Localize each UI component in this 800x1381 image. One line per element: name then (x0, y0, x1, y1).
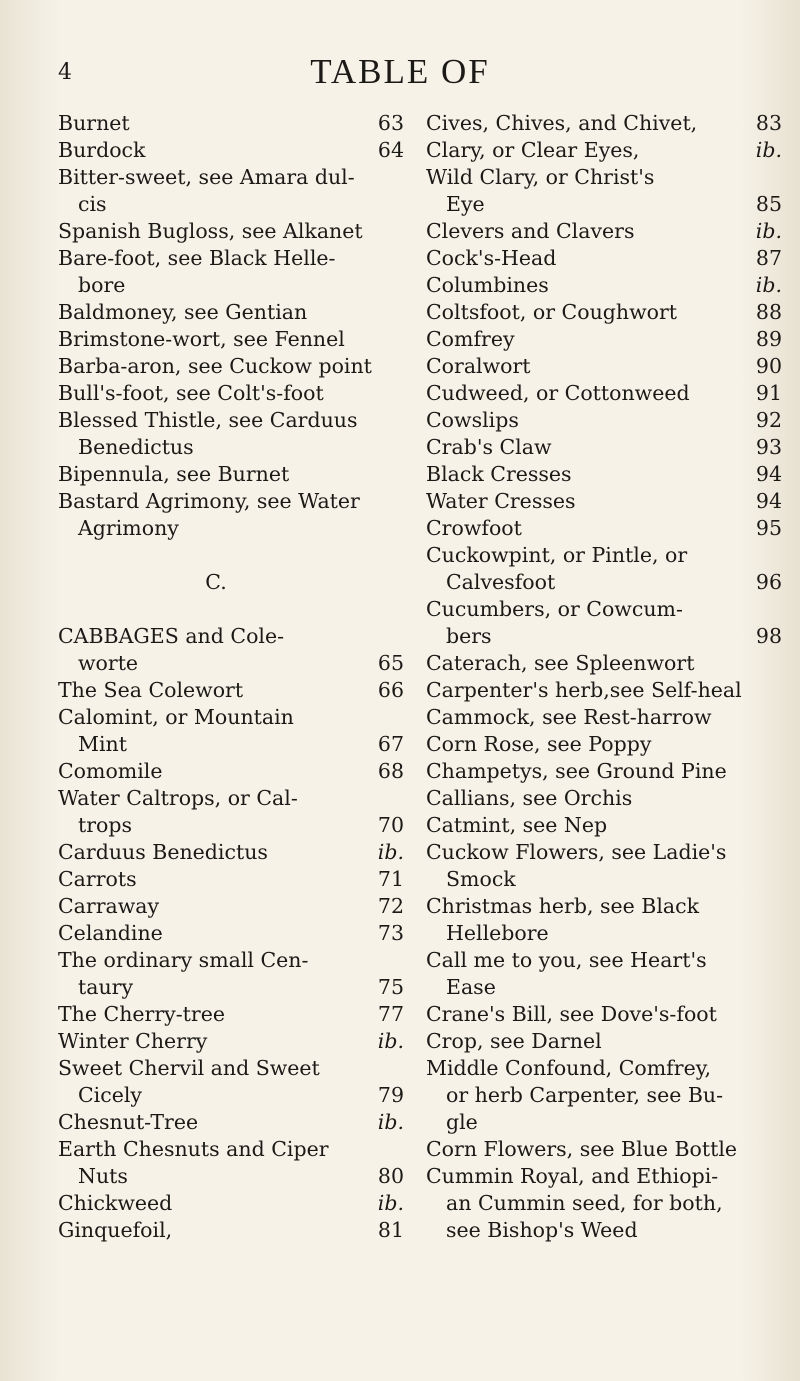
entry-text: Bare-foot, see Black Helle- (58, 246, 336, 270)
page-ref: ib. (377, 840, 404, 864)
index-entry (426, 353, 782, 380)
page-ref: ib. (377, 1110, 404, 1134)
index-entry (426, 1109, 782, 1136)
page-ref: ib. (377, 1029, 404, 1053)
entry-text: Cudweed, or Cottonweed (426, 381, 690, 405)
entry-text: Carpenter's herb,see Self-heal (426, 678, 742, 702)
index-entry (58, 191, 404, 218)
entry-text: cis (78, 192, 107, 216)
page-ref: 92 (755, 408, 782, 432)
page-ref: ib. (755, 138, 782, 162)
index-entry (426, 1136, 782, 1163)
index-entry (58, 110, 404, 137)
entry-text: Sweet Chervil and Sweet (58, 1056, 320, 1080)
entry-text: Crab's Claw (426, 435, 552, 459)
index-entry (58, 515, 404, 542)
index-entry (426, 839, 782, 866)
entry-text: Callians, see Orchis (426, 786, 633, 810)
entry-text: Black Cresses (426, 462, 572, 486)
entry-text: taury (78, 975, 134, 999)
index-entry (58, 1028, 404, 1055)
entry-text: Cock's-Head (426, 246, 557, 270)
entry-text: an Cummin seed, for both, (446, 1191, 723, 1215)
page-ref: 70 (377, 813, 404, 837)
index-entry (58, 1136, 404, 1163)
page-ref: 87 (755, 246, 782, 270)
entry-text: bers (446, 624, 492, 648)
page-ref: 64 (377, 138, 404, 162)
page-ref: 63 (377, 111, 404, 135)
index-entry (426, 650, 782, 677)
index-entry (58, 1217, 404, 1244)
entry-text: Wild Clary, or Christ's (426, 165, 655, 189)
page-ref: 72 (377, 894, 404, 918)
index-entry (426, 137, 782, 164)
page-ref: 67 (377, 732, 404, 756)
entry-text: The Sea Colewort (58, 678, 244, 702)
entry-text: bore (78, 273, 126, 297)
entry-text: Water Cresses (426, 489, 576, 513)
index-entry (58, 866, 404, 893)
index-entry (426, 866, 782, 893)
index-entry (58, 407, 404, 434)
index-entry (426, 164, 782, 191)
entry-text: Calvesfoot (446, 570, 556, 594)
entry-text: Champetys, see Ground Pine (426, 759, 727, 783)
index-entry (58, 893, 404, 920)
entry-text: Chickweed (58, 1191, 173, 1215)
index-entry (426, 272, 782, 299)
index-entry (58, 245, 404, 272)
index-entry (58, 1109, 404, 1136)
page-ref: 66 (377, 678, 404, 702)
entry-text: Clary, or Clear Eyes, (426, 138, 640, 162)
page-ref: 90 (755, 354, 782, 378)
page-ref: 94 (755, 462, 782, 486)
index-entry (58, 137, 404, 164)
entry-text: Baldmoney, see Gentian (58, 300, 308, 324)
page-ref: ib. (755, 273, 782, 297)
entry-text: Benedictus (78, 435, 194, 459)
index-entry (426, 245, 782, 272)
entry-text: Catmint, see Nep (426, 813, 608, 837)
index-entry (58, 1190, 404, 1217)
entry-text: Calomint, or Mountain (58, 705, 294, 729)
index-entry (426, 461, 782, 488)
entry-text: worte (78, 651, 139, 675)
index-entry (426, 488, 782, 515)
entry-text: Cucumbers, or Cowcum- (426, 597, 683, 621)
index-entry (426, 407, 782, 434)
index-entry (58, 164, 404, 191)
index-entry (58, 785, 404, 812)
index-entry (426, 1217, 782, 1244)
page-ref: 96 (755, 570, 782, 594)
index-entry (58, 758, 404, 785)
index-entry (426, 1055, 782, 1082)
entry-text: C. (205, 570, 227, 594)
entry-text: Celandine (58, 921, 163, 945)
page-ref: 75 (377, 975, 404, 999)
entry-text: Middle Confound, Comfrey, (426, 1056, 712, 1080)
index-entry (58, 920, 404, 947)
entry-text: Crane's Bill, see Dove's-foot (426, 1002, 717, 1026)
entry-text: Caterach, see Spleenwort (426, 651, 695, 675)
index-entry (426, 1190, 782, 1217)
page-ref: 73 (377, 921, 404, 945)
section-letter (58, 569, 404, 596)
entry-text: Winter Cherry (58, 1029, 208, 1053)
entry-text: Ease (446, 975, 496, 999)
page-ref: 95 (755, 516, 782, 540)
entry-text: Agrimony (78, 516, 179, 540)
index-entry (426, 920, 782, 947)
index-entry (58, 326, 404, 353)
entry-text: Earth Chesnuts and Ciper (58, 1137, 329, 1161)
index-entry (58, 1082, 404, 1109)
page-ref: 81 (377, 1218, 404, 1242)
index-entry (426, 434, 782, 461)
entry-text: Cicely (78, 1083, 142, 1107)
entry-text: Cuckowpint, or Pintle, or (426, 543, 688, 567)
index-entry (58, 488, 404, 515)
page-ref: ib. (377, 1191, 404, 1215)
index-entry (426, 326, 782, 353)
index-entry (58, 434, 404, 461)
entry-text: Coltsfoot, or Coughwort (426, 300, 678, 324)
entry-text: Crowfoot (426, 516, 522, 540)
index-entry (58, 947, 404, 974)
entry-text: CABBAGES and Cole- (58, 624, 285, 648)
entry-text: Brimstone-wort, see Fennel (58, 327, 345, 351)
index-entry (426, 191, 782, 218)
index-entry (58, 839, 404, 866)
entry-text: Blessed Thistle, see Carduus (58, 408, 358, 432)
index-column-right (426, 110, 782, 1244)
entry-text: Cuckow Flowers, see Ladie's (426, 840, 727, 864)
index-column-left (58, 110, 404, 1244)
index-entry (426, 893, 782, 920)
index-entry (426, 299, 782, 326)
index-entry (426, 1001, 782, 1028)
entry-text: Burdock (58, 138, 146, 162)
index-entry (426, 515, 782, 542)
page-ref: 80 (377, 1164, 404, 1188)
index-entry (426, 677, 782, 704)
entry-text: Bipennula, see Burnet (58, 462, 290, 486)
entry-text: Barba-aron, see Cuckow point (58, 354, 372, 378)
entry-text: see Bishop's Weed (446, 1218, 638, 1242)
entry-text: Crop, see Darnel (426, 1029, 602, 1053)
entry-text: Corn Flowers, see Blue Bottle (426, 1137, 738, 1161)
page-number: 4 (58, 60, 72, 85)
entry-text: Call me to you, see Heart's (426, 948, 707, 972)
entry-text: Cowslips (426, 408, 519, 432)
entry-text: Christmas herb, see Black (426, 894, 700, 918)
index-entry (58, 380, 404, 407)
index-entry (426, 596, 782, 623)
entry-text: Spanish Bugloss, see Alkanet (58, 219, 363, 243)
page-ref: 68 (377, 759, 404, 783)
index-entry (426, 758, 782, 785)
entry-text: Bitter-sweet, see Amara dul- (58, 165, 355, 189)
page-ref: 79 (377, 1083, 404, 1107)
entry-text: Hellebore (446, 921, 549, 945)
entry-text: or herb Carpenter, see Bu- (446, 1083, 724, 1107)
index-entry (58, 299, 404, 326)
page-ref: 77 (377, 1002, 404, 1026)
index-entry (58, 704, 404, 731)
index-entry (426, 812, 782, 839)
entry-text: gle (446, 1110, 478, 1134)
entry-text: Coralwort (426, 354, 531, 378)
entry-text: Chesnut-Tree (58, 1110, 199, 1134)
page-ref: 71 (377, 867, 404, 891)
index-entry (426, 731, 782, 758)
entry-text: Nuts (78, 1164, 128, 1188)
index-entry (426, 1163, 782, 1190)
page-ref: 93 (755, 435, 782, 459)
index-entry (426, 542, 782, 569)
index-entry (426, 974, 782, 1001)
entry-text: Comfrey (426, 327, 515, 351)
entry-text: Ginquefoil, (58, 1218, 173, 1242)
page-ref: 88 (755, 300, 782, 324)
entry-text: Carduus Benedictus (58, 840, 268, 864)
index-entry (58, 1055, 404, 1082)
page-ref: 83 (755, 111, 782, 135)
index-entry (426, 785, 782, 812)
entry-text: Cammock, see Rest-harrow (426, 705, 712, 729)
entry-text: Comomile (58, 759, 163, 783)
page-ref: 98 (755, 624, 782, 648)
entry-text: Cives, Chives, and Chivet, (426, 111, 698, 135)
entry-text: Carrots (58, 867, 137, 891)
page-ref: 65 (377, 651, 404, 675)
page-ref: 85 (755, 192, 782, 216)
index-entry (58, 812, 404, 839)
entry-text: Bull's-foot, see Colt's-foot (58, 381, 324, 405)
entry-text: Smock (446, 867, 516, 891)
index-entry (58, 353, 404, 380)
running-head: TABLE OF (310, 52, 490, 91)
index-entry (58, 218, 404, 245)
index-entry (426, 704, 782, 731)
page-ref: 94 (755, 489, 782, 513)
index-entry (426, 1082, 782, 1109)
page-header (0, 38, 800, 91)
index-entry (426, 569, 782, 596)
entry-text: Eye (446, 192, 485, 216)
index-entry (58, 272, 404, 299)
index-entry (58, 461, 404, 488)
entry-text: Water Caltrops, or Cal- (58, 786, 298, 810)
index-entry (426, 623, 782, 650)
index-entry (58, 1163, 404, 1190)
index-entry (426, 380, 782, 407)
index-entry (58, 650, 404, 677)
index-entry (58, 731, 404, 758)
index-entry (426, 1028, 782, 1055)
entry-text: trops (78, 813, 133, 837)
entry-text: Burnet (58, 111, 130, 135)
entry-text: Bastard Agrimony, see Water (58, 489, 360, 513)
index-entry (426, 218, 782, 245)
index-entry (58, 1001, 404, 1028)
page-ref: 91 (755, 381, 782, 405)
index-entry (426, 110, 782, 137)
page-ref: ib. (755, 219, 782, 243)
entry-text: Mint (78, 732, 127, 756)
entry-text: Carraway (58, 894, 160, 918)
blank-line (58, 596, 404, 623)
entry-text: The ordinary small Cen- (58, 948, 309, 972)
entry-text: The Cherry-tree (58, 1002, 225, 1026)
entry-text: Columbines (426, 273, 549, 297)
page-ref: 89 (755, 327, 782, 351)
index-entry (426, 947, 782, 974)
index-entry (58, 623, 404, 650)
blank-line (58, 542, 404, 569)
index-entry (58, 677, 404, 704)
entry-text: Corn Rose, see Poppy (426, 732, 652, 756)
entry-text: Clevers and Clavers (426, 219, 635, 243)
entry-text: Cummin Royal, and Ethiopi- (426, 1164, 719, 1188)
index-entry (58, 974, 404, 1001)
